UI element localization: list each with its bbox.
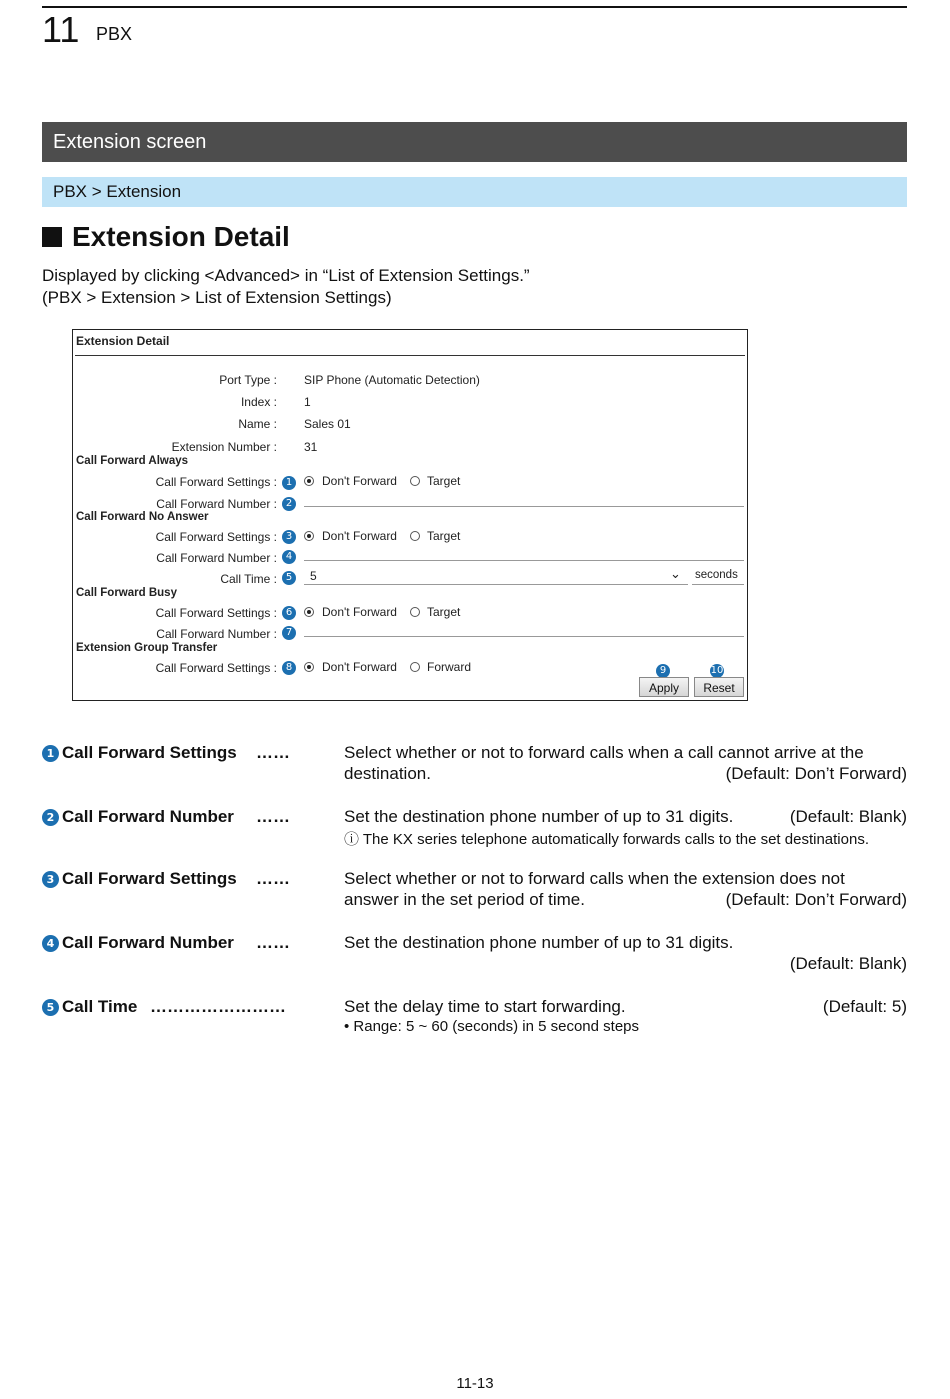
callout-9-icon: 9 bbox=[656, 664, 670, 678]
group-transfer-dont-forward-label: Don't Forward bbox=[322, 660, 397, 674]
item-1-desc-line-2: destination. bbox=[344, 764, 431, 783]
cf-always-settings-label: Call Forward Settings : bbox=[155, 475, 277, 489]
intro-line-1: Displayed by clicking <Advanced> in “List of Extension Settings.” bbox=[42, 266, 530, 285]
cf-always-target-label: Target bbox=[427, 474, 461, 488]
cf-no-answer-number-label: Call Forward Number : bbox=[156, 551, 277, 565]
cf-no-answer-number-input[interactable] bbox=[304, 560, 744, 561]
extension-detail-panel bbox=[72, 329, 748, 701]
item-5-name: 5 Call Time bbox=[42, 997, 137, 1017]
section-bar: Extension screen bbox=[42, 122, 907, 162]
item-1-name: 1 Call Forward Settings bbox=[42, 743, 237, 763]
item-1-leader: …… bbox=[256, 743, 290, 762]
item-4-number-icon: 4 bbox=[42, 935, 59, 952]
callout-1-icon: 1 bbox=[282, 476, 296, 490]
reset-button[interactable]: Reset bbox=[694, 677, 744, 697]
cf-busy-target-label: Target bbox=[427, 605, 461, 619]
item-1-number-icon: 1 bbox=[42, 745, 59, 762]
item-3-number-icon: 3 bbox=[42, 871, 59, 888]
chapter-number: 11 bbox=[42, 9, 80, 50]
call-time-select[interactable]: 5 bbox=[310, 569, 317, 583]
cf-busy-number-input[interactable] bbox=[304, 636, 744, 637]
cf-no-answer-target-label: Target bbox=[427, 529, 461, 543]
group-transfer-settings-label: Call Forward Settings : bbox=[155, 661, 277, 675]
item-3-desc-line-1: Select whether or not to forward calls when the extension does not bbox=[344, 869, 845, 888]
callout-3-icon: 3 bbox=[282, 530, 296, 544]
item-2-leader: …… bbox=[256, 807, 290, 826]
item-2-number-icon: 2 bbox=[42, 809, 59, 826]
cf-busy-dont-forward-radio[interactable] bbox=[304, 607, 314, 617]
group-call-forward-no-answer: Call Forward No Answer bbox=[76, 511, 209, 523]
item-5-number-icon: 5 bbox=[42, 999, 59, 1016]
cf-no-answer-dont-forward-radio[interactable] bbox=[304, 531, 314, 541]
apply-button[interactable]: Apply bbox=[639, 677, 689, 697]
chevron-down-icon[interactable]: ⌄ bbox=[670, 566, 681, 581]
callout-5-icon: 5 bbox=[282, 571, 296, 585]
name-label: Name : bbox=[238, 417, 277, 431]
item-5-note: • Range: 5 ~ 60 (seconds) in 5 second steps bbox=[344, 1018, 640, 1035]
callout-10-icon: 10 bbox=[710, 665, 724, 676]
cf-busy-dont-forward-label: Don't Forward bbox=[322, 605, 397, 619]
cf-no-answer-target-radio[interactable] bbox=[410, 531, 420, 541]
index-value: 1 bbox=[304, 395, 311, 409]
seconds-unit: seconds bbox=[695, 569, 738, 581]
callout-2-icon: 2 bbox=[282, 497, 296, 511]
callout-8-icon: 8 bbox=[282, 661, 296, 675]
group-extension-group-transfer: Extension Group Transfer bbox=[76, 642, 218, 654]
cf-no-answer-settings-label: Call Forward Settings : bbox=[155, 530, 277, 544]
item-4-default: (Default: Blank) bbox=[789, 954, 907, 973]
extension-number-label: Extension Number : bbox=[171, 440, 277, 454]
item-5-default: (Default: 5) bbox=[822, 997, 907, 1016]
index-label: Index : bbox=[240, 395, 277, 409]
item-4-desc-line-1: Set the destination phone number of up to 31 digits. bbox=[344, 933, 734, 952]
item-3-desc-line-2: answer in the set period of time. bbox=[344, 890, 585, 909]
page-number: 11-13 bbox=[456, 1375, 494, 1392]
panel-title: Extension Detail bbox=[76, 334, 170, 348]
panel-title-rule bbox=[75, 355, 745, 356]
square-bullet-icon bbox=[42, 227, 62, 247]
breadcrumb: PBX > Extension bbox=[42, 177, 907, 207]
cf-no-answer-dont-forward-label: Don't Forward bbox=[322, 529, 397, 543]
callout-7-icon: 7 bbox=[282, 626, 296, 640]
item-2-desc-line-1: Set the destination phone number of up to 31 digits. bbox=[344, 807, 734, 826]
cf-always-number-label: Call Forward Number : bbox=[156, 497, 277, 511]
item-2-name: 2 Call Forward Number bbox=[42, 807, 234, 827]
item-1-desc-line-1: Select whether or not to forward calls when a call cannot arrive at the bbox=[344, 743, 864, 762]
group-transfer-forward-label: Forward bbox=[427, 660, 472, 674]
cf-always-dont-forward-label: Don't Forward bbox=[322, 474, 397, 488]
item-3-name: 3 Call Forward Settings bbox=[42, 869, 237, 889]
item-2-note: ⓘ The KX series telephone automatically forwards calls to the set destinations. bbox=[344, 831, 869, 848]
name-value: Sales 01 bbox=[304, 417, 351, 431]
cf-always-target-radio[interactable] bbox=[410, 476, 420, 486]
group-call-forward-busy: Call Forward Busy bbox=[76, 587, 177, 599]
port-type-label: Port Type : bbox=[219, 373, 277, 387]
item-3-default: (Default: Don’t Forward) bbox=[725, 890, 907, 909]
group-transfer-dont-forward-radio[interactable] bbox=[304, 662, 314, 672]
item-1-default: (Default: Don’t Forward) bbox=[725, 764, 907, 783]
item-5-desc-line-1: Set the delay time to start forwarding. bbox=[344, 997, 626, 1016]
group-call-forward-always: Call Forward Always bbox=[76, 455, 189, 467]
item-5-leader: …………………… bbox=[150, 997, 286, 1016]
extension-number-value: 31 bbox=[304, 440, 318, 454]
item-3-leader: …… bbox=[256, 869, 290, 888]
cf-always-dont-forward-radio[interactable] bbox=[304, 476, 314, 486]
callout-6-icon: 6 bbox=[282, 606, 296, 620]
cf-busy-settings-label: Call Forward Settings : bbox=[155, 606, 277, 620]
seconds-underline bbox=[692, 584, 744, 585]
page-title: Extension Detail bbox=[42, 219, 290, 255]
cf-busy-target-radio[interactable] bbox=[410, 607, 420, 617]
cf-busy-number-label: Call Forward Number : bbox=[156, 627, 277, 641]
item-4-leader: …… bbox=[256, 933, 290, 952]
group-transfer-forward-radio[interactable] bbox=[410, 662, 420, 672]
port-type-value: SIP Phone (Automatic Detection) bbox=[304, 373, 480, 387]
call-time-select-underline bbox=[304, 584, 688, 585]
cf-always-number-input[interactable] bbox=[304, 506, 744, 507]
item-4-name: 4 Call Forward Number bbox=[42, 933, 234, 953]
chapter-title: PBX bbox=[96, 24, 133, 44]
call-time-label: Call Time : bbox=[220, 572, 277, 586]
intro-line-2: (PBX > Extension > List of Extension Settings) bbox=[42, 288, 392, 307]
item-2-default: (Default: Blank) bbox=[789, 807, 907, 826]
top-rule bbox=[42, 6, 907, 8]
callout-4-icon: 4 bbox=[282, 550, 296, 564]
